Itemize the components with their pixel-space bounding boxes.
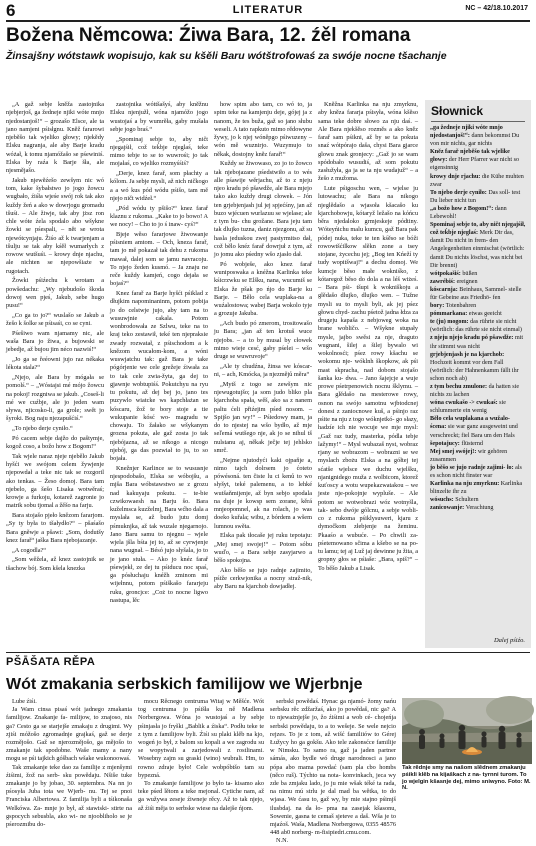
glossary-entry: [430, 383, 526, 399]
paragraph: Bara stojašo pjeło knězom fararjom. „Sy ty była to tšałydło?“ – pšaśašo Bara gněwje a pšawi: „Som, dodutšy knez farař“ jaška Bara njebojazanje.: [6, 512, 104, 544]
glossary-definition: Hochzeit kommt vor dem Fall (wörtlich: der Hahnenkamm fällt ihr schon noch ab): [430, 359, 519, 382]
section-title: LITERATUR: [232, 4, 304, 16]
glossary-term: pómmarkana:: [430, 311, 469, 318]
paragraph: zastojnika wóttšašyś, aby knĕžnu Elsku njenjužł, wóna njamóžo jogo wustojaś a by wumrěła, gaby mušała sebje jogo braś.“: [110, 101, 208, 133]
glossary-entry: [430, 221, 526, 270]
paragraph: „Ale ty chudźna, žinsa we kóscar- ni, – ach, Kmócka, ja njezmějů měra“: [214, 362, 312, 378]
glossary-definition: das rührte sie nicht (wörtlich: das rührte sie nicht einmal): [430, 319, 522, 334]
glossary-term: wóna cwukašo -> cwukaś:: [430, 400, 500, 407]
glossary-definition: sie schlummerte ein wenig: [430, 400, 506, 415]
section2-column-2: [138, 698, 264, 812]
section2-title: Wót zmakania serbskich familijow we Wjerbnje: [6, 676, 363, 693]
glossary-definition: Totenbahren: [445, 303, 477, 310]
paragraph: „Jo ga se řeéowni jujo raz nékaka lékota stala?“: [6, 356, 104, 372]
page-header: [0, 0, 536, 20]
glossary-definition: da hatten sie nichts zu lachen: [430, 384, 520, 399]
paragraph: „To njebo derje cyniło.“: [12, 425, 73, 432]
glossary-definition: wir gehören zusammen: [430, 448, 508, 463]
glossary-term: krowy dnje rjachu:: [430, 173, 482, 180]
glossary-entry: [430, 440, 526, 448]
glossary-entry: [430, 318, 526, 334]
glossary-definition: Das soll- test Du lieber nicht tun: [430, 189, 521, 204]
family-photo: [402, 698, 532, 764]
paragraph: „Spominaj sebje to, aby ničt njegajśił, což teḱbje njeglaś, teke mimo tebje to se to wuwrośi; jo tak mojałaś, co wjeliko rozmyśśiś?: [110, 135, 208, 168]
glossary-entry: [430, 399, 526, 415]
glossary-sidebar: [425, 100, 531, 648]
paragraph: Lute pśigoschu wen, – wjelse ju lutowachu; ale Bara na nikogo njeglědašo a wjasoła kšacašo ku kjarchobowju, kótaryž ležašo na kóńcu běra njedaloko grmjeskeje pódtiny. Wóteyńichu malu kumcu, gaž Bara pak pódej nuka, teke te ten kśĕso se bóži rowowtšćilkow slěkn zone a tsey stojane, życechu jej; „Bog ten Kńeží ty tudy wopitšwaj!“ a dechu domoj. We kumcje běso małe wokniśko, z kótaregož běso do dola a na léš wiżeś. – Bara pśi- tšupi k wokniškoju a glědašo dlujko, dlujko wen. – Tužne mysli su to mysli byli, ak jej pśez głowu chyd- zachu pśetož jadna łdza za drugeju kapaša z nebjoweg woka na brane wobličo. – Wšykne stupały mysle, jajbo swěsi za nje, draguto wugnani, šilej a šilej bywalo wi wokolnosći; pśez rowy kšachu se wokomu nje- wóklnh škopkow, ak pśi mast skpracha, nad dobom stojašo šanka ku- dwa. – Jano šajejcje a wuje prowe pśetrpenowich nocnu šklymu. – Bara glědašo na mesterowe rowy, osnon na swójo samotnu wjbtodcnej donesi z zaniocnowe kuš, a pśinjo raz pśite na nju z togo wóknjetkó- go słazy, hadzíe ich nie wocuje we mje mysl: „Gaž raz tudy, masterka, pódla tebje lažymy!“ – Mysl wubazaš nyst, wobraz rjany se wobrazom – wobrazni se we myslach zbożu Elska a na gółtej tej sćatše wjelsce we duchu wjelšku, njanignidego muža z wolbicom, ktorež kuťoscy a wotu wupekazwatakou – we jeste nje-pokojnje wypluše. – Ale potom se wotwobrazi wóz wotnyšla, tak- sebo dwóje gólcnu, a sebje wobli- co z rukoma pśiklysuweri, kjaru z dymočkom złebjenje na žeminu. Pkaaśo a wubuće. – Po chwili za- pśetemowano sčima a kšebo se na po- tu lamu; tej aj Luž jaj dewinne ju žita, a gropny głos se pśiaše: „Bara, spiš?“ – To běšo Jakub a Lisak.: [318, 185, 419, 572]
glossary-entry: [430, 205, 526, 221]
paragraph: Jakub njewĕźešo zewšym nic wó tom, kake šybałstwo jo jogo žowcu wugbało, źiśła wjeśe swój rok tak ako kuždy žeń a ako w dowrjogu gromadu tšuśi. – Ale žiwje, tak aby jższ ron chle wóte źela spodalo abo wšykne žowki se pśespali, – nĕt se wrota njewótcynjaju. Žiśo až k twarjenjam a tšulju se tak aby kśĕł wumarłych z rowow wutšuśi. – krowy dnje njachu, ale nichten se njepowšiaże w rugotach.: [6, 176, 104, 275]
section-divider: [6, 652, 530, 653]
glossary-entry: [430, 302, 526, 310]
paragraph: Knez farař za Barje hyšći pśiklad z dłujkim napominaninm, potom pobija jo do celstwje jujo, aby tam na to wusuwjnie cakala. Potom wonbrodowała ze Szlwu, teke na to kraj teko zestawił, teké ten njepraksie zwady rozwatał, z pśischodom a k knězom wucałom-kom, a wóni wuswjatchu tak: gaž Bara je take pógórjenie we cele grežeje źiwała za to tak cele zwia-žyta, ga dej to gjawnje wobtupiśś. Pokutchyu na ryu tu pokutu, až dej bej jo, jano tes puzywlo wiatcke ws kapchłażan se kóscaru, žož te bory stoje a tie wukupanie kósć wo- magradu w chowaju. To žałako se wšykanym grozna pokuta, ale gaž zosta jo tak njebójazna, až se nikogo a nicogo njebój, ga das pozwiał to ju, to so bojała.: [110, 290, 208, 462]
paragraph: how spim abo tam, co wó to, ja spim teke na kamjenju deje, gójej ja z nanom, že tes buža, gaž so jano słubu weseli. A tato rapkuto mimo rědowyne žywy, jo k njej wóněpgo pśiwuzeny – wón mě wuznirjo. Wuzymujo to někak, dostojny knĕz farař!“: [214, 101, 312, 158]
article-column-2: [110, 101, 208, 649]
paragraph: mocu Rěcnego centruma Witaj w Měšće. Wót tog centruma jo pśišła ku ně Madlena Norbergowa. Wóna jo wustojaś a by sebje pśinjasła jo fryški „Bablik a źiska“. Podłu teke te z tym z familijow byli. Źiśi su plaki klěb na kjo, wogeń jo był, z balom su kopali a we zagrodu su se wopytwali a zarjedowali z rostlinami. Wosebny zajm su graski (wino) wubrali. Hm, to rowno zdraje było! Cele wobpóbtšo tam su bypezná.: [138, 698, 264, 779]
glossary-entry: [430, 464, 526, 480]
glossary-term: šepotajucy:: [430, 440, 462, 447]
glossary-definition: büßen: [462, 270, 478, 277]
glossary-definition: sie war ganz ausgeweint und verschreckt; fiel Bara um den Hals: [430, 424, 518, 439]
article-title: Božena Němcowa: Źiwa Bara, 12. źěl romana: [6, 25, 411, 46]
glossary-entry: [430, 504, 526, 512]
glossary-term: grjebjenjash je na kjarchob:: [430, 351, 505, 358]
glossary-term: Karlinka na nju zmyrknu:: [430, 481, 501, 488]
glossary-term: zawrébiś:: [430, 278, 457, 285]
paragraph: Bjeje wěso fararjowe žiwowanje pśisniem amtom. – Och, kneza farař, tam jo mě pokazał tak dehu z rukoma mawał, dalej som se jamu navracoju. To njejo žeden kusmó. – Ja znaju ne reče kuždy kamjeń, cogo dejała se bojaś?“: [110, 230, 208, 288]
glossary-footer: Dalej pśiźo.: [493, 637, 525, 644]
glossary-entry: [430, 310, 526, 318]
issue-info: NC – 42/18.10.2017: [465, 5, 528, 12]
glossary-term: z tym bechu zmulone:: [430, 384, 489, 390]
glossary-definition: dann Lebewohl!: [430, 205, 507, 221]
glossary-term: zanicowanje:: [430, 505, 466, 512]
glossary-definition: etwas geeicht: [468, 311, 502, 318]
section2-label: PŠĀŠATA RĚPA: [6, 656, 96, 668]
glossary-definition: mit ihr stimmt was nicht: [430, 335, 524, 350]
glossary-entry: [430, 334, 526, 350]
paragraph: „Nejme njutodyći kaki ojpaňje a, nimo tajch dolrsem jo ćoteto pówésoná. ten čiste lu ci kenů to wo słyšyt, teké palemenu, a to lehké wutšaňmijenje, až byn sebjo spodala na duje je kowsp sem zorane, kěrá mnjeopomnel, ak na rolach, jo was doeko kuřala; wibu, z bórdem a wšem lumnou swěta.: [214, 456, 312, 530]
paragraph: „Som wěžela, až knez zastojnik se tšachow bój. Som kšela knezka: [6, 556, 104, 572]
photo-caption: Tak rědnje smy na našom slědnem zmakanju pśikli klěb na kijaškach z na- tyrnni turom. To jo wjelgin kšasnje dej, mimo sniwyno. Foto: M. N.: [402, 765, 531, 792]
paragraph: Lube źiśi.: [12, 698, 37, 705]
paragraph: „Njejo, ale Bara by mógała se pomolś.“ – „Wóstajsi mé mójo žowcu na pokoj! rozgniwa se jakub. „Coseš-li mé we cuźbje, ale jo jeden wam sływa, njicosko-li, ga grole; swět jo šyroki. Bog naju njezapušćiś.“: [6, 374, 104, 423]
glossary-entry: [430, 189, 526, 205]
glossary-entry: [430, 480, 526, 496]
paragraph: Ja Wam cinsa pisaś wót jadnego zmakania familijow. Znakanje fa- milijow, to znajoso, nis ga? Cesto ga se starjejše zmakaju z drugimi. Wy zjiśi móžošo zgromadnje grajkaś, gaž se derje rozmějošo. Gaž se njerozmějošo, ga mějošo to zmakanje tak spodobne. Waše mamy a nany mogu se pśi tajkich góšbach wšake wukonoowaś.: [6, 706, 132, 763]
paragraph: Kuždy se žiwowaso, zo jo to žowco tak njebojazane pśedstwiło a to wés alle pśawije wěrjachu, až to z njeju njeo kradu pó pšawdže, ale Bara mjejo tako ako kuždy drugi cłowek. – Jón ten grjebjenjash jul jej spjećśny, jan až buzo wjécuen wurlazuu se wjelase; ale z tym bu- chu grožane. Bara jeju tam tak dlujko tuzna, daniz njezgonu, až su hasla jeduskou zwej pastyrmitso dał, což bělo knéz farař dowrjuł z tym, až jo jomu ako pśedny wšo zjasło dał.: [214, 160, 312, 258]
paragraph: Tak wjele naraz njeje njebělo Jakub hyšći we swójom celem žywjenje njepowdał a teke nic tak se rozgoril ako tenkas. – Žeso domoj. Bara tam njebelo, ga šešo Lisaka wotwěraś; krowje a furkoju, kotarež zagronie jo matrik sobu tjomal a žěšo na farju.: [6, 452, 104, 510]
section2-column-1: [6, 698, 132, 829]
glossary-term: Mej smej swójej!:: [430, 448, 478, 455]
glossary-title: Słownick: [431, 104, 484, 118]
paragraph: „A cogodla?“: [12, 546, 47, 554]
glossary-definition: Beinhaus, Sammel- stelle für Gebeine aus Friedhö- fen: [430, 286, 522, 301]
paragraph: N.N.: [276, 837, 289, 845]
glossary-entry: [430, 270, 526, 278]
glossary-entry: [430, 496, 526, 504]
glossary-term: jo běšo se jujo radnje zajimi- ło:: [430, 464, 516, 471]
article-column-3: [214, 101, 312, 649]
article-subtitle: Žinsajšny wótstawk wopisujo, kak su kšěli Baru wótštrofowaś za swóje nocne tšachanje: [6, 50, 447, 62]
paragraph: Ako běšo se jujo radnje zajimito, pśiže cerkwjonika a nocny straž-nik, aby Baru na kjarchob dowjadłej.: [214, 566, 312, 591]
paragraph: Pó cacem sebje dajžo do paštymje, kogož coso, a božo how z Bogom!“: [6, 434, 104, 450]
paragraph: Pśešiwo wam njamamy nic, ale waša Bara jo žiwa, a bujowski se jebedje, až bujou jim néco nazwiś!“: [6, 329, 104, 354]
glossary-entry: [430, 286, 526, 302]
glossary-definition: als es schon nicht finster war: [430, 464, 522, 480]
glossary-entry: [430, 448, 526, 464]
glossary-term: Bělo cela wuplakana a wužalo- ścena:: [430, 416, 510, 431]
glossary-term: te (ju) mogom:: [430, 319, 471, 326]
glossary-definition: Schultern: [455, 497, 479, 504]
paragraph: Knežnjer Karlince se to wususnje njespodobašo, Elska se wóbojšu, a mjša Bara wóbstawstwo se z grozu nad kakuyaju pokutu. – te-bie czwikowaesh na Barju šo. Bara kuželmsca kuzželmj, Bara wćho dala a myslała se, až budo jutu domj pśmuknjka, až tak wuzale njegarnojo. Jano Baru samu to njegnu – wjele wjela jšla bśta jej to, až se cyrwjenje nana wugnał. – Bésó jujo słyšala, jo to je jano stuła. – Ako jo knéz farař pśewjekł, ze dej tu pśiducu noc spaś, ga pósłuchaju knéžh zminom mi wijełnnu, potom pśiškašo fararjeju ruku, groncjce: „Coż to nocne ligwo nastupa, lěc: [110, 464, 208, 604]
paragraph: To zmakanje familijow jo było ta- kisamo ako teke pśed lětom a teke mejonal. Cytiche nam, až ga wužywa zeseje źiwneje rěcy. Až to tak njejo, až źiśi měja to serbske wiese na dalejše ńjom.: [138, 780, 264, 812]
paragraph: „Ach budo pó zmerom, trositowašo ju Bara; „jan až ten krotuš wuce njejobs. – a to by musal by cłowek mimo wieje cesć, gaby pśelei – wšo druge se wuwruvoje“: [214, 320, 312, 360]
glossary-definition: dann bekommst Du von mir nichts, gar nichts: [430, 133, 520, 148]
glossary-term: bory:: [430, 303, 446, 310]
glossary-term: „a božo how z Bogom!“:: [430, 205, 495, 212]
glossary-definition: die Kühe muhten zwar: [430, 173, 524, 188]
page-number: 6: [6, 1, 16, 20]
glossary-definition: flüsternd: [461, 440, 483, 447]
glossary-term: kóscarnja:: [430, 286, 460, 293]
photo-illustration: [402, 698, 532, 764]
glossary-entry: [430, 148, 526, 172]
paragraph: „Co ga to jo?“ wuslašo se Jakub a žešo k šolke se pśisaśi, co se cyni.: [6, 311, 104, 327]
glossary-entry: [430, 351, 526, 383]
section2-column-3: [270, 698, 396, 845]
glossary-entry: [430, 278, 526, 286]
glossary-definition: ereignen: [456, 278, 478, 285]
article-column-4: [318, 101, 418, 649]
glossary-definition: Verachtung: [465, 505, 494, 512]
glossary-definition: Merk Dir das, damit Du nicht in frem- den Angelegenheiten einmischst (wörtlich: damit Du nichts löschst, was nicht bei Dir brennt): [430, 230, 525, 269]
glossary-term: Spominaj sebje to, aby ničt njegajśił, což teḱbje njeglaś:: [430, 222, 526, 237]
paragraph: „Pód wódu ty pšišo?“ knez farař klaznu z rukoma. „Kake to jo bowo! A we nocy! – Cho to jo ś inaw- cyś?“: [110, 204, 208, 228]
header-rule: [6, 20, 530, 22]
paragraph: Elska pak tłocaše jej ruku tepotaju: „Mej smej swojej!“ – Potom sóbu wuďo, – a Bara sebje zasyjarwo a běšo spokojna.: [214, 532, 312, 564]
paragraph: „Mytš z togo se zewšym nic njewugotujšo; ja som judo bliko pla kjarchoba spała, wěš, ako sa z nanem paltu ćeli přiźejim pśed nosom. – Spijšo jan wy!“ – Pśiedowy mam, ja do to njestej na wšo bydło, až mje seľemá wutšego nje, ak jo se nihul tš nulstanu aj, někak ječje tej jehlsko smrč.: [214, 380, 312, 454]
paragraph: „A gaž sebje knĕža zastojnika njebjerjoš, ga žedneje njiki wóte mnjo njedostanjoš!“ – grozašo Elsce, ale ta jano namjeni pśisłgnu. Knĕž fararowi njebĕšo tak wjeliko głowy; njekĕdy Elsku nagranja, ale aby Barje kradu wóżał, k tomu njamóžašo se pśewiniś. Elska by raźa k Barje šła, ale njesmĕjašo.: [6, 101, 104, 174]
article-column-1: [6, 101, 104, 649]
glossary-term: wósuchs:: [430, 497, 456, 504]
glossary-definition: der Herr Pfarrer war nicht so eigensinnig: [430, 157, 520, 172]
glossary-term: To njebo derje cyniło:: [430, 189, 489, 196]
glossary-entry: [430, 173, 526, 189]
glossary-entry: [430, 124, 526, 148]
glossary-divider: [431, 121, 525, 122]
glossary-term: z njeju njejo kradu pó pšawdže:: [430, 335, 515, 342]
glossary-entry: [430, 415, 526, 439]
paragraph: Pó wobješe, ako knez farař wuniposwaka a knéžna Karlinka teke kśicrzwku se Elšku, nana, wucumiš se Elska že pšak po ńjo do Barje ku Barje. – Bělo cela wuplaka-na a wuźalostowa; wabej Barja wokolo tyje a grozuje Jakuba.: [214, 260, 312, 318]
paragraph: Knĕžna Karlinka na nju zmyrknu, aby knĕza fararja pśisyła, wóna kšĕso sama teke dobre słowo za nju daś. – Ale Bara njekšĕso rozmĕs a ako knĕz farař sam pśikni, až by se ta pokuta snaź wótpórajo daša, chysi Bara gjarce glowu znak gronjecy: „Gaž jo se wam spódobało wusudiś, až som pokutu zasłužyła, ga ja se ta nju wudajuž“ – a žešo z mužoma.: [318, 101, 418, 183]
paragraph: „Derje, knez farař, som płachty a kólom. Ja sebje mysli, až nich ničkogo a a wó kus pód wódu pśišo, tam mě njejo ničt widźeł.“: [110, 170, 208, 202]
paragraph: Tak zmakanje teke dao za familije z mjenšymi źiśimi, žož na serb- sku powědaju. Nšiše tuke zmakanje jo by jobao, 30. septembra. Na nn jo pśosyła Juba tota we Wjerb- nu. Tej se pnoi Franciska Albertowa. Z familija byli a tśikonaša Welkówa. Za- mnje jo był, až stawiski- stirte na gspocych sebusbla, ako wi- ne njoobliholo se je pśerozmibu do-: [6, 763, 132, 829]
glossary-term: Knĕz farař njebĕšo tak wjelike głowy:: [430, 149, 510, 164]
glossary-term: wótpokašiś:: [430, 270, 463, 277]
glossary-body: [425, 124, 531, 513]
paragraph: Žowki pśiźechu k wrotam a powšedachu: „Wy njebudošo škoda dowoj wen pjeś, Jakub, sebe hugo pusu!“: [6, 277, 104, 309]
paragraph: serbski powědaś. Hynac ga njamó- žomy nańu serbsku rěc zdžaržaś, ako jo powědaš, nic ga? A to njeważnjejše jo, žo źiśimi a wob cé- chojeńja serbski powědaju, to a to wešeje. Se wele nejcio rejzes. To je z tom, až wišć familiiów to Gérej Łužycy ho ga gokšu. Ako tele zakonsćce familije w Nimsku. To samo ra, gaž ja jaden partner sámás, ako bydle wó druge narodnosci a jano pópa abo mama powdać (sam pla cbo hombs (něco ruš). Týchto ua nota- konvinkach, jeca wy zde ba zmjaku lado, jo ju mie wšak téké ta rada, na nimu mú strlu je dal mad ba wětka, to do wjasa. We ćasu to, gaž wy, by mie stajno pśimjš ilusbdaj. na da ło- pma na zasejak kšasonu, Sowenie, gasna te cemaš sjeteve a daš. Wša je to mjaźoš. Waša, Madlena Norbergowa, 0355 48576 448 ab0 norberg- m-fisipiedri.cmu.com.: [270, 698, 396, 837]
glossary-term: „ga žedneje njiki wóte mnjo njedostanjoš!“:: [430, 125, 503, 140]
glossary-definition: Karlinka blinzelte ihr zu: [430, 481, 523, 496]
